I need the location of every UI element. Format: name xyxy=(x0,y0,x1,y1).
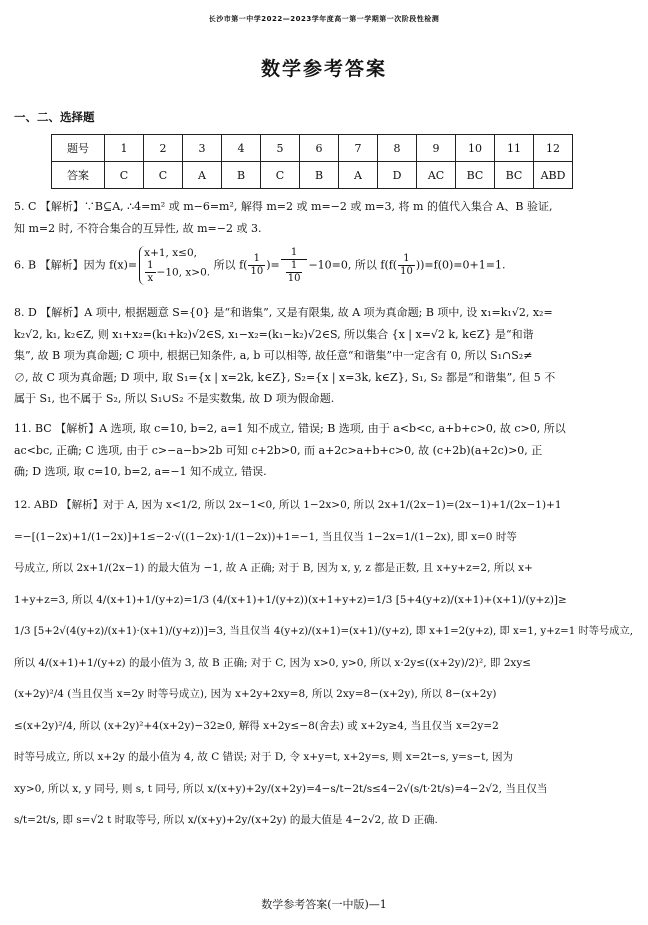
answer-cell: BC xyxy=(495,162,534,189)
page-footer: 数学参考答案(一中版)—1 xyxy=(261,898,387,911)
question-number: 2 xyxy=(144,135,183,162)
question-number: 4 xyxy=(222,135,261,162)
numerator: 1 xyxy=(286,260,303,273)
question-number: 10 xyxy=(456,135,495,162)
denominator: 10 xyxy=(400,266,413,277)
solution-line: 属于 S₁, 也不属于 S₂, 所以 S₁∪S₂ 不是实数集, 故 D 项为假命题. xyxy=(14,392,335,405)
answer-cell: BC xyxy=(456,162,495,189)
fraction xyxy=(284,260,305,285)
solution-q8 xyxy=(14,302,636,410)
table-header-cell: 题号 xyxy=(52,135,105,162)
solution-line: 所以 4/(x+1)+1/(y+z) 的最小值为 3, 故 B 正确; 对于 C, 因为 x>0, y>0, 所以 x·2y≤((x+2y)/2)², 即 2xy≤ xyxy=(14,656,532,669)
solution-q5 xyxy=(14,196,636,239)
question-number: 8 xyxy=(378,135,417,162)
numerator: 1 xyxy=(281,247,308,260)
solution-text: )= xyxy=(266,258,280,272)
solution-line: 知 m=2 时, 不符合集合的互异性, 故 m=−2 或 3. xyxy=(14,221,262,235)
solution-text: −10=0, 所以 f(f( xyxy=(308,258,398,272)
solution-line: 确; D 选项, 取 c=10, b=2, a=−1 知不成立, 错误. xyxy=(14,465,267,478)
question-number: 3 xyxy=(183,135,222,162)
solution-line: (x+2y)²/4 (当且仅当 x=2y 时等号成立), 因为 x+2y+2xy=8, 所以 2xy=8−(x+2y), 所以 8−(x+2y) xyxy=(14,688,497,700)
denominator xyxy=(281,260,308,285)
numerator: 1 xyxy=(398,253,415,266)
answer-table xyxy=(51,134,573,189)
answer-cell: ABD xyxy=(534,162,573,189)
question-number: 5 xyxy=(261,135,300,162)
question-number: 7 xyxy=(339,135,378,162)
question-number: 11 xyxy=(495,135,534,162)
answer-cell: C xyxy=(144,162,183,189)
answer-cell: A xyxy=(183,162,222,189)
solution-line: k₂√2, k₁, k₂∈Z, 则 x₁+x₂=(k₁+k₂)√2∈S, x₁−x₂=(k₁−k₂)√2∈S, 所以集合 {x | x=√2 k, k∈Z} 是“和谐 xyxy=(14,327,534,341)
table-header-cell: 答案 xyxy=(52,162,105,189)
solution-text: 6. B 【解析】因为 f(x)= xyxy=(14,258,138,272)
denominator: 10 xyxy=(287,272,301,284)
page-title: 长沙市第一中学2022—2023学年度高一第一学期第一次阶段性检测 xyxy=(208,15,440,23)
solution-text: 所以 f( xyxy=(213,258,248,272)
fraction xyxy=(145,260,155,285)
case-line: −10, x>0. xyxy=(156,266,211,279)
solution-line: 时等号成立, 所以 x+2y 的最小值为 4, 故 C 错误; 对于 D, 令 x+y=t, x+2y=s, 则 x=2t−s, y=s−t, 因为 xyxy=(14,751,514,763)
question-number: 12 xyxy=(534,135,573,162)
question-number: 9 xyxy=(417,135,456,162)
answer-cell: C xyxy=(261,162,300,189)
solution-line: 1/3 [5+2√(4(y+z)/(x+1)·(x+1)/(y+z))]=3, 当且仅当 4(y+z)/(x+1)=(x+1)/(y+z), 即 x+1=2(y+z), 即 x=1, y+z=1 时等号成立, xyxy=(14,625,634,637)
solution-line: 1+y+z=3, 所以 4/(x+1)+1/(y+z)=1/3 (4/(x+1)+1/(y+z))(x+1+y+z)=1/3 [5+4(y+z)/(x+1)+(x+1)/(y+z)]≥ xyxy=(14,593,567,606)
case-line: x+1, x≤0, xyxy=(144,247,197,259)
solution-line: 集”, 故 B 项为真命题; C 项中, 根据已知条件, a, b 可以相等, 故任意“和谐集”中一定含有 0, 所以 S₁∩S₂≠ xyxy=(14,349,533,362)
answer-cell: B xyxy=(300,162,339,189)
question-number: 6 xyxy=(300,135,339,162)
numerator: 1 xyxy=(147,260,154,271)
answer-cell: A xyxy=(339,162,378,189)
fraction xyxy=(281,247,308,285)
solution-q11 xyxy=(14,418,636,483)
solution-line: ∅, 故 C 项为真命题; D 项中, 取 S₁={x | x=2k, k∈Z}, S₂={x | x=3k, k∈Z}, S₁, S₂ 都是“和谐集”, 但 5 不 xyxy=(14,370,556,384)
solution-line: s/t=2t/s, 即 s=√2 t 时取等号, 所以 x/(x+y)+2y/(x+2y) 的最大值是 4−2√2, 故 D 正确. xyxy=(14,814,438,826)
section-heading: 一、二、选择题 xyxy=(14,110,95,124)
solution-line: 号成立, 所以 2x+1/(2x−1) 的最大值为 −1, 故 A 正确; 对于 B, 因为 x, y, z 都是正数, 且 x+y+z=2, 所以 x+ xyxy=(14,562,533,574)
denominator: 10 xyxy=(250,266,264,277)
answer-cell: C xyxy=(105,162,144,189)
solution-q12 xyxy=(14,490,636,837)
solution-line: 11. BC 【解析】A 选项, 取 c=10, b=2, a=1 知不成立, 错误; B 选项, 由于 a<b<c, a+b+c>0, 故 c>0, 所以 xyxy=(14,422,566,435)
table-row xyxy=(52,162,573,189)
fraction xyxy=(248,253,265,278)
solution-line: xy>0, 所以 x, y 同号, 则 s, t 同号, 所以 x/(x+y)+2y/(x+2y)=4−s/t−2t/s≤4−2√(s/t·2t/s)=4−2√2, 当且仅当 xyxy=(14,782,548,795)
solution-line: 12. ABD 【解析】对于 A, 因为 x<1/2, 所以 2x−1<0, 所以 1−2x>0, 所以 2x+1/(2x−1)=(2x−1)+1/(2x−1)+1 xyxy=(14,499,562,511)
page-subtitle: 数学参考答案 xyxy=(260,58,387,80)
answer-cell: B xyxy=(222,162,261,189)
solution-line: =−[(1−2x)+1/(1−2x)]+1≤−2·√((1−2x)·1/(1−2x))+1=−1, 当且仅当 1−2x=1/(1−2x), 即 x=0 时等 xyxy=(14,530,517,543)
question-number: 1 xyxy=(105,135,144,162)
solution-q6 xyxy=(14,246,636,285)
numerator: 1 xyxy=(248,253,265,266)
answer-cell: AC xyxy=(417,162,456,189)
denominator: x xyxy=(147,273,154,284)
solution-line: 5. C 【解析】∵B⊆A, ∴4=m² 或 m−6=m², 解得 m=2 或 m=−2 或 m=3, 将 m 的值代入集合 A、B 验证, xyxy=(14,200,553,213)
solution-line: ac<bc, 正确; C 选项, 由于 c>−a−b>2b 可知 c+2b>0, 而 a+2c>a+b+c>0, 故 (c+2b)(a+2c)>0, 正 xyxy=(14,443,543,457)
solution-text: ))=f(0)=0+1=1. xyxy=(415,258,506,272)
table-row xyxy=(52,135,573,162)
solution-line: ≤(x+2y)²/4, 所以 (x+2y)²+4(x+2y)−32≥0, 解得 x+2y≤−8(舍去) 或 x+2y≥4, 当且仅当 x=2y=2 xyxy=(14,719,499,732)
fraction xyxy=(398,253,415,278)
answer-cell: D xyxy=(378,162,417,189)
piecewise-brace xyxy=(139,246,210,285)
solution-line: 8. D 【解析】A 项中, 根据题意 S={0} 是“和谐集”, 又是有限集, 故 A 项为真命题; B 项中, 设 x₁=k₁√2, x₂= xyxy=(14,306,553,319)
